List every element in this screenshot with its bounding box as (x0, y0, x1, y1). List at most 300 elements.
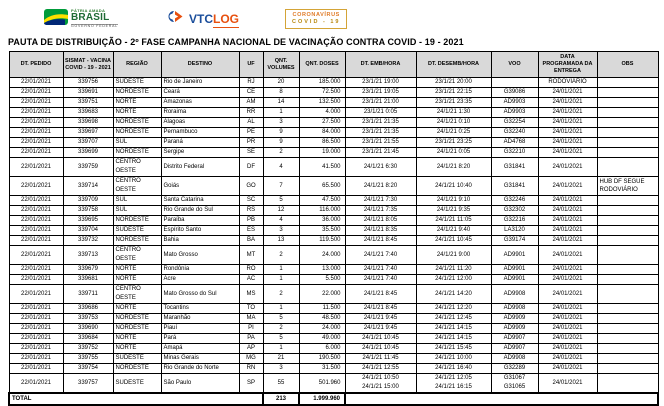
table-row (9, 148, 658, 158)
table-cell: Ceará (161, 88, 239, 98)
total-label: TOTAL (9, 393, 263, 405)
table-cell (491, 78, 538, 88)
table-cell: 24/01/2021 (538, 265, 597, 275)
total-empty-cell (345, 393, 658, 405)
table-row (9, 285, 658, 304)
table-cell: Rio Grande do Sul (161, 206, 239, 216)
table-cell: 24/01/2021 (538, 344, 597, 354)
table-cell: 24/1/21 12:55 (345, 364, 416, 374)
table-cell: 24/01/2021 (538, 334, 597, 344)
table-cell (597, 265, 658, 275)
table-cell: 23/1/21 0:05 (345, 108, 416, 118)
table-cell (597, 128, 658, 138)
table-cell: 24/1/21 0:25 (416, 128, 491, 138)
table-cell: 24/1/21 8:45 (345, 236, 416, 246)
table-cell: 339711 (63, 285, 113, 304)
table-cell: 24/1/21 10:45 (345, 344, 416, 354)
table-cell: G32210 (491, 148, 538, 158)
table-cell: 24/01/2021 (538, 374, 597, 394)
table-cell: SUDESTE (113, 226, 161, 236)
table-cell: 116.000 (299, 206, 345, 216)
table-cell: SUL (113, 138, 161, 148)
table-row (9, 118, 658, 128)
column-header: VOO (491, 52, 538, 78)
table-cell: 24/1/21 10:45 (345, 334, 416, 344)
table-cell: SE (239, 148, 263, 158)
table-cell: Mato Grosso do Sul (161, 285, 239, 304)
table-cell: 339683 (63, 108, 113, 118)
table-row (9, 236, 658, 246)
table-cell: 339690 (63, 324, 113, 334)
coronavirus-badge (285, 9, 347, 28)
table-row (9, 265, 658, 275)
table-cell: 24/1/21 14:15 (416, 334, 491, 344)
table-cell: 2 (263, 246, 299, 265)
table-cell: 22/01/2021 (9, 314, 63, 324)
table-cell: 86.500 (299, 138, 345, 148)
table-cell: 339679 (63, 265, 113, 275)
table-cell: 22/01/2021 (9, 78, 63, 88)
table-cell: 24/1/21 6:30 (345, 158, 416, 177)
table-cell: 22/01/2021 (9, 98, 63, 108)
table-cell: 23/1/21 20:00 (416, 78, 491, 88)
table-cell: 339714 (63, 177, 113, 196)
table-row (9, 216, 658, 226)
table-cell: 23/1/21 21:35 (345, 128, 416, 138)
table-cell (597, 314, 658, 324)
table-cell: CENTRO OESTE (113, 158, 161, 177)
table-cell: AL (239, 118, 263, 128)
table-cell: 31.500 (299, 364, 345, 374)
table-cell: NORDESTE (113, 148, 161, 158)
column-header: DT. EMB/HORA (345, 52, 416, 78)
table-cell: 24/1/21 7:40 (345, 246, 416, 265)
table-row (9, 88, 658, 98)
table-cell: 185.000 (299, 78, 345, 88)
table-cell: 339755 (63, 354, 113, 364)
table-cell: G32302 (491, 206, 538, 216)
table-cell (597, 226, 658, 236)
table-cell: G32289 (491, 364, 538, 374)
table-cell: 339709 (63, 196, 113, 206)
table-cell: 339759 (63, 158, 113, 177)
table-cell: 5 (263, 314, 299, 324)
vtclog-text-vtc: VTC (189, 12, 214, 26)
table-cell: 24/01/2021 (538, 138, 597, 148)
table-cell: SUDESTE (113, 354, 161, 364)
table-cell: 4.000 (299, 108, 345, 118)
table-cell: 24/01/2021 (538, 275, 597, 285)
table-cell: 24/1/21 12:45 (416, 314, 491, 324)
column-header: SISMAT - VACINA COVID - 19 - 2021 (63, 52, 113, 78)
table-cell: NORDESTE (113, 236, 161, 246)
table-cell: 19.000 (299, 148, 345, 158)
table-cell: 65.500 (299, 177, 345, 196)
table-cell: 24/1/21 7:40 (345, 265, 416, 275)
table-cell: 13.000 (299, 265, 345, 275)
brasil-logo-tagline: PÁTRIA AMADA (71, 8, 106, 14)
table-cell: 339753 (63, 314, 113, 324)
table-cell: 339686 (63, 304, 113, 314)
table-cell: G31841 (491, 158, 538, 177)
table-cell: NORTE (113, 275, 161, 285)
table-cell: NORDESTE (113, 364, 161, 374)
table-cell: Minas Gerais (161, 354, 239, 364)
table-cell: 5 (263, 334, 299, 344)
table-cell: 6.000 (299, 344, 345, 354)
brasil-logo (44, 9, 118, 30)
table-cell: RJ (239, 78, 263, 88)
table-cell: CENTRO OESTE (113, 177, 161, 196)
table-cell: 339704 (63, 226, 113, 236)
table-cell: 24/1/21 12:20 (416, 304, 491, 314)
column-header: DT. DESEMB/HORA (416, 52, 491, 78)
table-cell: Santa Catarina (161, 196, 239, 206)
table-cell: 22/01/2021 (9, 304, 63, 314)
table-cell: SUL (113, 206, 161, 216)
table-cell: 24/1/21 7:35 (345, 206, 416, 216)
document-title: PAUTA DE DISTRIBUIÇÃO - 2º FASE CAMPANHA NACIONAL DE VACINAÇÃO CONTRA COVID - 19 - 2021 (8, 37, 464, 47)
table-cell: 339697 (63, 128, 113, 138)
table-cell: 22/01/2021 (9, 158, 63, 177)
table-cell (597, 304, 658, 314)
table-cell: 22/01/2021 (9, 88, 63, 98)
table-cell (597, 88, 658, 98)
table-cell: AD9907 (491, 344, 538, 354)
table-cell: 339699 (63, 148, 113, 158)
table-cell: 22/01/2021 (9, 334, 63, 344)
table-cell: 24/1/21 14:15 (416, 324, 491, 334)
table-cell (597, 108, 658, 118)
logo-bar (44, 6, 664, 32)
table-cell: AP (239, 344, 263, 354)
table-cell: 22/01/2021 (9, 108, 63, 118)
table-cell: 24/01/2021 (538, 324, 597, 334)
table-cell: 27.500 (299, 118, 345, 128)
table-row (9, 344, 658, 354)
table-cell: Amapá (161, 344, 239, 354)
table-cell: 14 (263, 98, 299, 108)
column-header: REGIÃO (113, 52, 161, 78)
table-cell: 24/1/21 8:45 (345, 304, 416, 314)
table-cell: NORTE (113, 334, 161, 344)
table-cell: 24/01/2021 (538, 285, 597, 304)
table-cell: CENTRO OESTE (113, 246, 161, 265)
table-cell: RODOVIÁRIO (538, 78, 597, 88)
table-cell: 1 (263, 344, 299, 354)
table-cell: 12 (263, 206, 299, 216)
table-cell: 23/1/21 21:00 (345, 98, 416, 108)
table-cell: 22/01/2021 (9, 177, 63, 196)
table-cell: 24/01/2021 (538, 196, 597, 206)
table-cell (597, 206, 658, 216)
table-cell: 22/01/2021 (9, 196, 63, 206)
table-cell: 3 (263, 226, 299, 236)
table-cell: 24/01/2021 (538, 304, 597, 314)
table-cell: 22/01/2021 (9, 364, 63, 374)
table-cell (597, 324, 658, 334)
table-cell: 9 (263, 138, 299, 148)
header-row (9, 52, 658, 78)
table-cell: Pará (161, 334, 239, 344)
table-cell: HUB DF SEGUE RODOVIÁRIO (597, 177, 658, 196)
table-row (9, 314, 658, 324)
table-row (9, 324, 658, 334)
table-cell: AC (239, 275, 263, 285)
table-cell: 24/1/21 11:45 (345, 354, 416, 364)
table-cell: NORDESTE (113, 314, 161, 324)
table-cell: CENTRO OESTE (113, 285, 161, 304)
table-row (9, 334, 658, 344)
table-cell: G31841 (491, 177, 538, 196)
table-cell: 24/01/2021 (538, 148, 597, 158)
table-cell: Rio de Janeiro (161, 78, 239, 88)
total-row (9, 393, 658, 405)
table-cell (597, 216, 658, 226)
table-cell: 5.500 (299, 275, 345, 285)
table-cell: 23/1/21 21:45 (345, 148, 416, 158)
table-cell: 23/1/21 21:55 (345, 138, 416, 148)
vtclog-mark-icon (164, 10, 186, 28)
table-cell: ES (239, 226, 263, 236)
table-cell: 339752 (63, 344, 113, 354)
table-cell: NORTE (113, 344, 161, 354)
table-cell (597, 78, 658, 88)
table-cell: 1 (263, 265, 299, 275)
table-cell (597, 354, 658, 364)
table-cell: Paraíba (161, 216, 239, 226)
table-cell: G39086 (491, 88, 538, 98)
table-cell: 119.500 (299, 236, 345, 246)
table-cell: MS (239, 285, 263, 304)
table-cell: 24/1/21 9:45 (345, 324, 416, 334)
table-cell: 22/01/2021 (9, 374, 63, 394)
table-cell: SUL (113, 196, 161, 206)
table-cell: 1 (263, 304, 299, 314)
total-doses: 1.999.960 (299, 393, 345, 405)
table-cell: 3 (263, 118, 299, 128)
table-cell: Alagoas (161, 118, 239, 128)
table-cell: SP (239, 374, 263, 394)
table-cell: GO (239, 177, 263, 196)
table-cell: 24/1/21 9:45 (345, 314, 416, 324)
table-cell: 24/01/2021 (538, 236, 597, 246)
table-row (9, 108, 658, 118)
table-cell: 22/01/2021 (9, 246, 63, 265)
table-cell: 47.500 (299, 196, 345, 206)
table-cell: 339758 (63, 206, 113, 216)
table-cell: 2 (263, 285, 299, 304)
table-cell: AD9909 (491, 314, 538, 324)
table-cell: 339695 (63, 216, 113, 226)
table-cell: Acre (161, 275, 239, 285)
table-cell: 339681 (63, 275, 113, 285)
table-cell: Piauí (161, 324, 239, 334)
table-cell: AD9901 (491, 275, 538, 285)
table-cell: Distrito Federal (161, 158, 239, 177)
table-cell: 24/1/21 9:00 (416, 246, 491, 265)
table-cell: AM (239, 98, 263, 108)
table-cell: 84.000 (299, 128, 345, 138)
table-cell (597, 98, 658, 108)
table-cell: MG (239, 354, 263, 364)
table-row (9, 98, 658, 108)
table-cell: 339713 (63, 246, 113, 265)
table-cell: Roraima (161, 108, 239, 118)
table-cell: 24/1/21 10:40 (416, 177, 491, 196)
table-cell: 339751 (63, 98, 113, 108)
table-cell: 23/1/21 19:00 (345, 78, 416, 88)
table-cell: 22/01/2021 (9, 216, 63, 226)
table-cell (597, 196, 658, 206)
table-row (9, 196, 658, 206)
table-cell: 72.500 (299, 88, 345, 98)
table-cell: Pernambuco (161, 128, 239, 138)
table-cell: 2 (263, 324, 299, 334)
table-cell: 24/01/2021 (538, 246, 597, 265)
table-row (9, 374, 658, 394)
table-cell: 24/1/21 7:30 (345, 196, 416, 206)
table-cell: 13 (263, 236, 299, 246)
table-cell: RN (239, 364, 263, 374)
table-cell: 4 (263, 216, 299, 226)
table-cell: NORDESTE (113, 118, 161, 128)
table-row (9, 354, 658, 364)
coronavirus-badge-line2: COVID - 19 (292, 19, 341, 25)
table-cell: 24/1/21 8:20 (345, 177, 416, 196)
table-cell (597, 374, 658, 394)
table-cell (597, 138, 658, 148)
table-cell: São Paulo (161, 374, 239, 394)
table-cell: AD9901 (491, 265, 538, 275)
table-row (9, 128, 658, 138)
table-row (9, 78, 658, 88)
table-cell: 22/01/2021 (9, 128, 63, 138)
table-cell: 132.500 (299, 98, 345, 108)
table-cell: 1 (263, 108, 299, 118)
table-row (9, 158, 658, 177)
table-cell: AD9908 (491, 304, 538, 314)
table-cell: 24/1/21 10:00 (416, 354, 491, 364)
column-header: UF (239, 52, 263, 78)
table-cell: 24/1/21 12:05 24/1/21 16:15 (416, 374, 491, 394)
table-cell: 24/1/21 0:05 (416, 148, 491, 158)
table-cell: 24/01/2021 (538, 354, 597, 364)
table-cell: 24/01/2021 (538, 226, 597, 236)
table-cell: 24/1/21 0:10 (416, 118, 491, 128)
table-cell (597, 344, 658, 354)
table-cell (597, 236, 658, 246)
table-cell: AD4768 (491, 138, 538, 148)
table-cell: LA3120 (491, 226, 538, 236)
table-cell: AD9909 (491, 324, 538, 334)
table-body (9, 78, 658, 406)
table-cell: 24/01/2021 (538, 118, 597, 128)
table-cell: 339757 (63, 374, 113, 394)
table-cell: 24/1/21 9:10 (416, 196, 491, 206)
table-cell: 24.000 (299, 324, 345, 334)
table-cell: NORTE (113, 108, 161, 118)
table-cell: PB (239, 216, 263, 226)
table-cell: 339754 (63, 364, 113, 374)
table-cell: 24/1/21 7:40 (345, 275, 416, 285)
table-cell: 22/01/2021 (9, 118, 63, 128)
table-cell: Espírito Santo (161, 226, 239, 236)
table-cell: AD9908 (491, 285, 538, 304)
table-cell: NORTE (113, 265, 161, 275)
table-cell: 24/1/21 16:40 (416, 364, 491, 374)
table-cell: 22/01/2021 (9, 206, 63, 216)
table-cell: Mato Grosso (161, 246, 239, 265)
table-cell: G39174 (491, 236, 538, 246)
table-cell: RO (239, 265, 263, 275)
table-cell: 24/1/21 10:45 (416, 236, 491, 246)
table-cell: 22/01/2021 (9, 324, 63, 334)
table-cell: 7 (263, 177, 299, 196)
table-cell: G32216 (491, 216, 538, 226)
table-cell: 35.500 (299, 226, 345, 236)
table-cell (597, 285, 658, 304)
table-cell: SC (239, 196, 263, 206)
table-row (9, 304, 658, 314)
column-header: OBS (597, 52, 658, 78)
table-cell: 339732 (63, 236, 113, 246)
table-cell: 24/01/2021 (538, 206, 597, 216)
table-cell: G32246 (491, 196, 538, 206)
table-row (9, 364, 658, 374)
table-cell: 20 (263, 78, 299, 88)
table-cell: AD9901 (491, 246, 538, 265)
table-cell: DF (239, 158, 263, 177)
table-cell (597, 118, 658, 128)
table-cell: 24/01/2021 (538, 98, 597, 108)
table-cell: 24/1/21 12:00 (416, 275, 491, 285)
column-header: DT. PEDIDO (9, 52, 63, 78)
table-cell: 22/01/2021 (9, 226, 63, 236)
table-row (9, 206, 658, 216)
table-cell: 24/01/2021 (538, 88, 597, 98)
table-cell: 24/1/21 8:20 (416, 158, 491, 177)
brasil-flag-icon (44, 9, 68, 30)
table-cell: 23/1/21 23:35 (416, 98, 491, 108)
table-cell: Rondônia (161, 265, 239, 275)
table-cell (597, 364, 658, 374)
table-cell: 501.960 (299, 374, 345, 394)
table-cell: CE (239, 88, 263, 98)
table-cell: 23/1/21 22:15 (416, 88, 491, 98)
table-cell: NORDESTE (113, 324, 161, 334)
table-cell: 4 (263, 158, 299, 177)
table-cell: 24/1/21 8:45 (345, 285, 416, 304)
table-cell: AD9908 (491, 354, 538, 364)
table-row (9, 177, 658, 196)
table-cell: 36.000 (299, 216, 345, 226)
table-cell: 24/1/21 11:20 (416, 265, 491, 275)
table-cell: 24/1/21 15:45 (416, 344, 491, 354)
table-cell: 24/1/21 8:35 (345, 226, 416, 236)
column-header: QNT. VOLUMES (263, 52, 299, 78)
table-cell: 22/01/2021 (9, 236, 63, 246)
table-cell: NORTE (113, 304, 161, 314)
table-cell: TO (239, 304, 263, 314)
table-cell: G32240 (491, 128, 538, 138)
total-volumes: 213 (263, 393, 299, 405)
table-row (9, 138, 658, 148)
table-cell: 9 (263, 128, 299, 138)
table-cell: NORDESTE (113, 128, 161, 138)
table-row (9, 275, 658, 285)
table-cell: 24/1/21 8:05 (345, 216, 416, 226)
